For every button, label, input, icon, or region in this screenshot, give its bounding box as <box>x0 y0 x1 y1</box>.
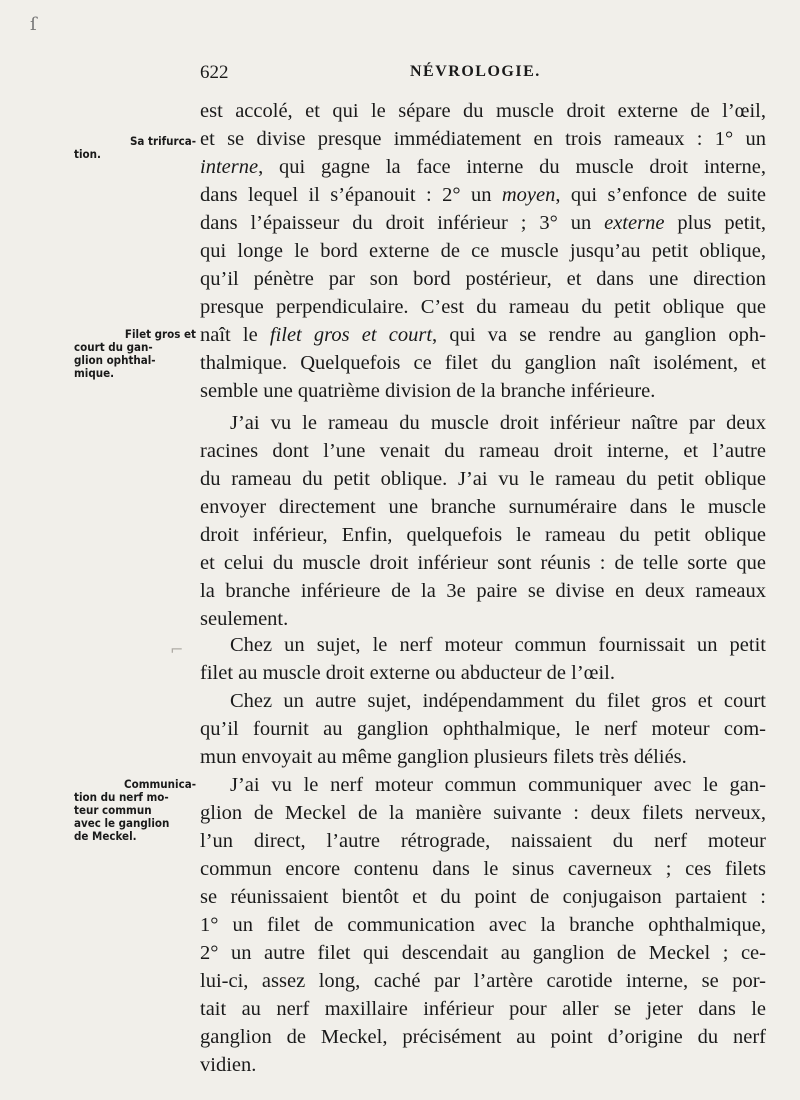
text-run: se réunissaient bientôt et du point de conjugaison partaient : <box>200 886 766 908</box>
text-run: semble une quatrième division de la branche inférieure. <box>200 380 656 402</box>
text-line <box>200 940 766 967</box>
page-number: 622 <box>200 62 229 83</box>
text-run: naît le <box>200 324 270 346</box>
text-line <box>200 744 766 771</box>
text-run: qui longe le bord externe de ce muscle jusqu’au petit oblique, <box>200 240 766 262</box>
text-run: ganglion de Meckel, précisément au point d’origine du nerf <box>200 1026 766 1048</box>
text-line <box>200 378 766 405</box>
text-line <box>200 350 766 377</box>
text-line <box>200 522 766 549</box>
text-run: , qui va se rendre au ganglion oph- <box>432 324 766 346</box>
text-run: glion de Meckel de la manière suivante : deux filets nerveux, <box>200 802 766 824</box>
text-run: et celui du muscle droit inférieur sont réunis : de telle sorte que <box>200 552 766 574</box>
text-line <box>200 688 766 715</box>
text-run: droit inférieur, Enfin, quelquefois le rameau du petit oblique <box>200 524 766 546</box>
text-run: , qui gagne la face interne du muscle droit interne, <box>258 156 766 178</box>
text-line <box>200 606 766 633</box>
text-line <box>200 1052 766 1079</box>
margin-note-line: Sa trifurca- <box>129 134 196 148</box>
text-run: dans lequel il s’épanouit : 2° un <box>200 184 502 206</box>
text-line <box>200 182 766 209</box>
margin-note-line: avec le ganglion <box>74 816 170 830</box>
margin-note-communication <box>74 778 196 843</box>
text-run: presque perpendiculaire. C’est du rameau du petit oblique que <box>200 296 766 318</box>
margin-note-trifurcation <box>74 135 196 161</box>
text-run: Chez un autre sujet, indépendamment du filet gros et court <box>230 690 766 712</box>
text-line <box>200 968 766 995</box>
margin-note-line: tion. <box>74 147 101 161</box>
text-line <box>200 912 766 939</box>
scan-pencil-mark: ⌐ <box>170 640 184 659</box>
text-line <box>200 294 766 321</box>
text-run: l’un direct, l’autre rétrograde, naissaient du nerf moteur <box>200 830 766 852</box>
text-line <box>200 98 766 125</box>
text-line <box>200 438 766 465</box>
running-title: NÉVROLOGIE. <box>410 63 541 80</box>
text-run: lui-ci, assez long, caché par l’artère carotide interne, se por- <box>200 970 766 992</box>
text-run: thalmique. Quelquefois ce filet du ganglion naît isolément, et <box>200 352 766 374</box>
text-line <box>200 410 766 437</box>
text-line <box>200 884 766 911</box>
running-header <box>200 62 760 92</box>
text-line <box>200 238 766 265</box>
text-run: 1° un filet de communication avec la branche ophthalmique, <box>200 914 766 936</box>
text-line <box>200 494 766 521</box>
margin-note-line: Communica- <box>124 777 196 791</box>
text-line <box>200 632 766 659</box>
text-line <box>200 126 766 153</box>
text-run: qu’il pénètre par son bord postérieur, et dans une direction <box>200 268 766 290</box>
margin-note-line: court du gan- <box>74 340 153 354</box>
text-run: du rameau du petit oblique. J’ai vu le rameau du petit oblique <box>200 468 766 490</box>
text-run: commun encore contenu dans le sinus caverneux ; ces filets <box>200 858 766 880</box>
text-run: mun envoyait au même ganglion plusieurs filets très déliés. <box>200 746 687 768</box>
text-run: seulement. <box>200 608 289 630</box>
text-run: la branche inférieure de la 3e paire se divise en deux rameaux <box>200 580 766 602</box>
text-line <box>200 550 766 577</box>
text-line <box>200 1024 766 1051</box>
text-line <box>200 660 766 687</box>
text-line <box>200 154 766 181</box>
text-line <box>200 772 766 799</box>
text-line <box>200 578 766 605</box>
text-run: vidien. <box>200 1054 257 1076</box>
text-line <box>200 996 766 1023</box>
text-run: J’ai vu le rameau du muscle droit inférieur naître par deux <box>230 412 766 434</box>
italic-term: filet gros et court <box>269 324 433 346</box>
text-run: J’ai vu le nerf moteur commun communiquer avec le gan- <box>230 774 766 796</box>
text-line <box>200 210 766 237</box>
text-run: filet au muscle droit externe ou abducteur de l’œil. <box>200 662 615 684</box>
text-run: dans l’épaisseur du droit inférieur ; 3° un <box>200 212 605 234</box>
margin-note-line: de Meckel. <box>74 829 137 843</box>
text-run: , qui s’enfonce de suite <box>555 184 766 206</box>
text-run: est accolé, et qui le sépare du muscle droit externe de l’œil, <box>200 100 766 122</box>
margin-note-line: glion ophthal- <box>74 353 156 367</box>
margin-note-line: Filet gros et <box>124 327 196 341</box>
margin-note-line: mique. <box>74 366 115 380</box>
text-line <box>200 322 766 349</box>
text-line <box>200 716 766 743</box>
text-line <box>200 828 766 855</box>
text-run: envoyer directement une branche surnuméraire dans le muscle <box>200 496 766 518</box>
text-run: Chez un sujet, le nerf moteur commun fournissait un petit <box>230 634 766 656</box>
margin-note-filet-gros <box>74 328 196 380</box>
text-line <box>200 856 766 883</box>
margin-note-line: teur commun <box>74 803 152 817</box>
text-run: plus petit, <box>664 212 766 234</box>
text-run: racines dont l’une venait du rameau droit interne, et l’autre <box>200 440 766 462</box>
text-run: tait au nerf maxillaire inférieur pour aller se jeter dans le <box>200 998 766 1020</box>
text-line <box>200 266 766 293</box>
text-run: qu’il fournit au ganglion ophthalmique, le nerf moteur com- <box>200 718 766 740</box>
italic-term: moyen <box>501 184 556 206</box>
text-run: 2° un autre filet qui descendait au ganglion de Meckel ; ce- <box>200 942 766 964</box>
margin-note-line: tion du nerf mo- <box>74 790 169 804</box>
italic-term: interne <box>200 156 259 178</box>
text-run: et se divise presque immédiatement en trois rameaux : 1° un <box>200 128 766 150</box>
text-line <box>200 800 766 827</box>
text-line <box>200 466 766 493</box>
italic-term: externe <box>604 212 665 234</box>
scan-margin-mark: ſ <box>30 14 37 35</box>
